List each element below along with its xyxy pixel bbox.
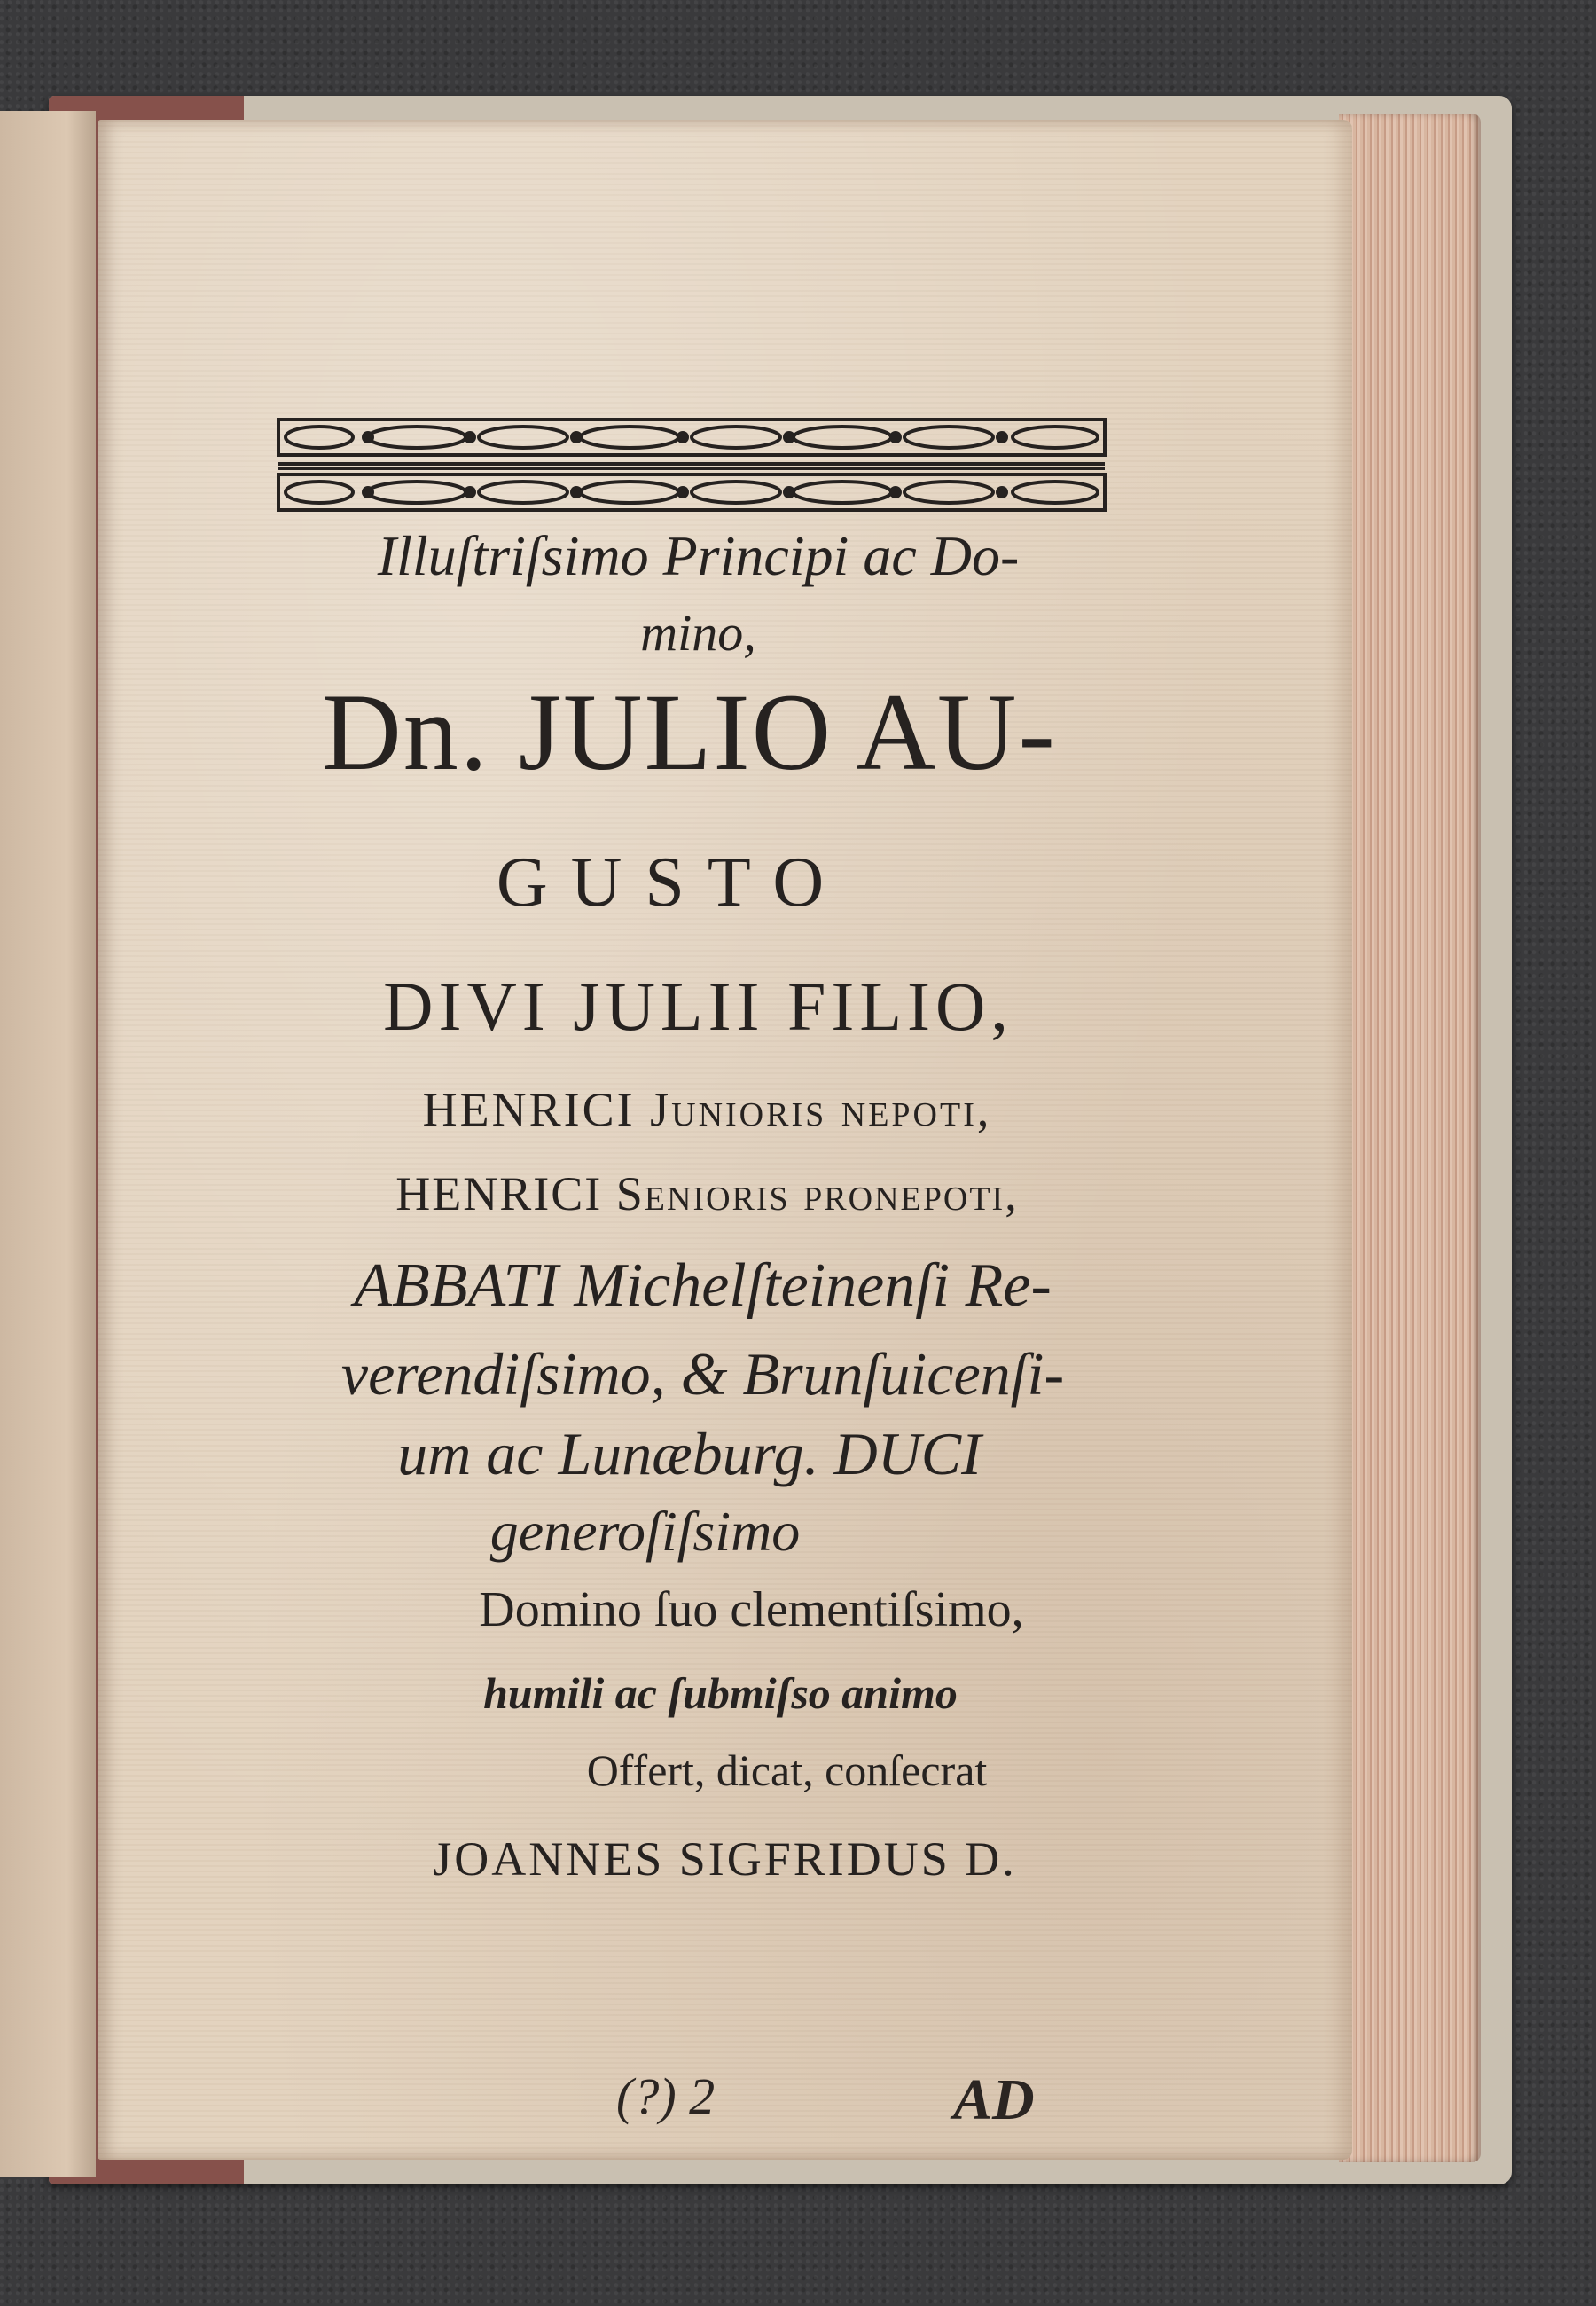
signature-mark: (?) 2: [616, 2067, 716, 2125]
dedication-line-reverendissimo: verendiſsimo, & Brunſuicenſi-: [340, 1340, 1065, 1408]
dedication-name-heading: Dn. JULIO AU-: [322, 671, 1057, 793]
facing-page: [0, 111, 96, 2177]
ornament-border: [275, 412, 1108, 514]
dedication-line-abbati: ABBATI Michelſteinenſi Re-: [354, 1251, 1052, 1320]
dedication-line-domino: Domino ſuo clementiſsimo,: [479, 1582, 1024, 1637]
dedication-line-humili: humili ac ſubmiſso animo: [483, 1668, 958, 1718]
dedication-line-offert: Offert, dicat, conſecrat: [586, 1745, 988, 1795]
dedication-line-generosissimo: generoſiſsimo: [489, 1500, 801, 1563]
catchword: AD: [953, 2067, 1035, 2132]
book-page: [98, 120, 1352, 2160]
dedication-line-duci: um ac Lunæburg. DUCI: [397, 1420, 982, 1487]
dedication-line-2: mino,: [640, 604, 756, 662]
dedication-line-pronepoti: HENRICI Senioris pronepoti,: [395, 1167, 1019, 1220]
dedication-line-nepoti: HENRICI Junioris nepoti,: [422, 1083, 992, 1136]
author-name: JOANNES SIGFRIDUS D.: [433, 1832, 1017, 1886]
dedication-line-1: Illuſtriſsimo Principi ac Do-: [377, 524, 1020, 587]
dedication-name-continued: GUSTO: [496, 843, 848, 922]
page-edges: [1339, 114, 1481, 2162]
dedication-line-filio: DIVI JULII FILIO,: [383, 968, 1013, 1045]
